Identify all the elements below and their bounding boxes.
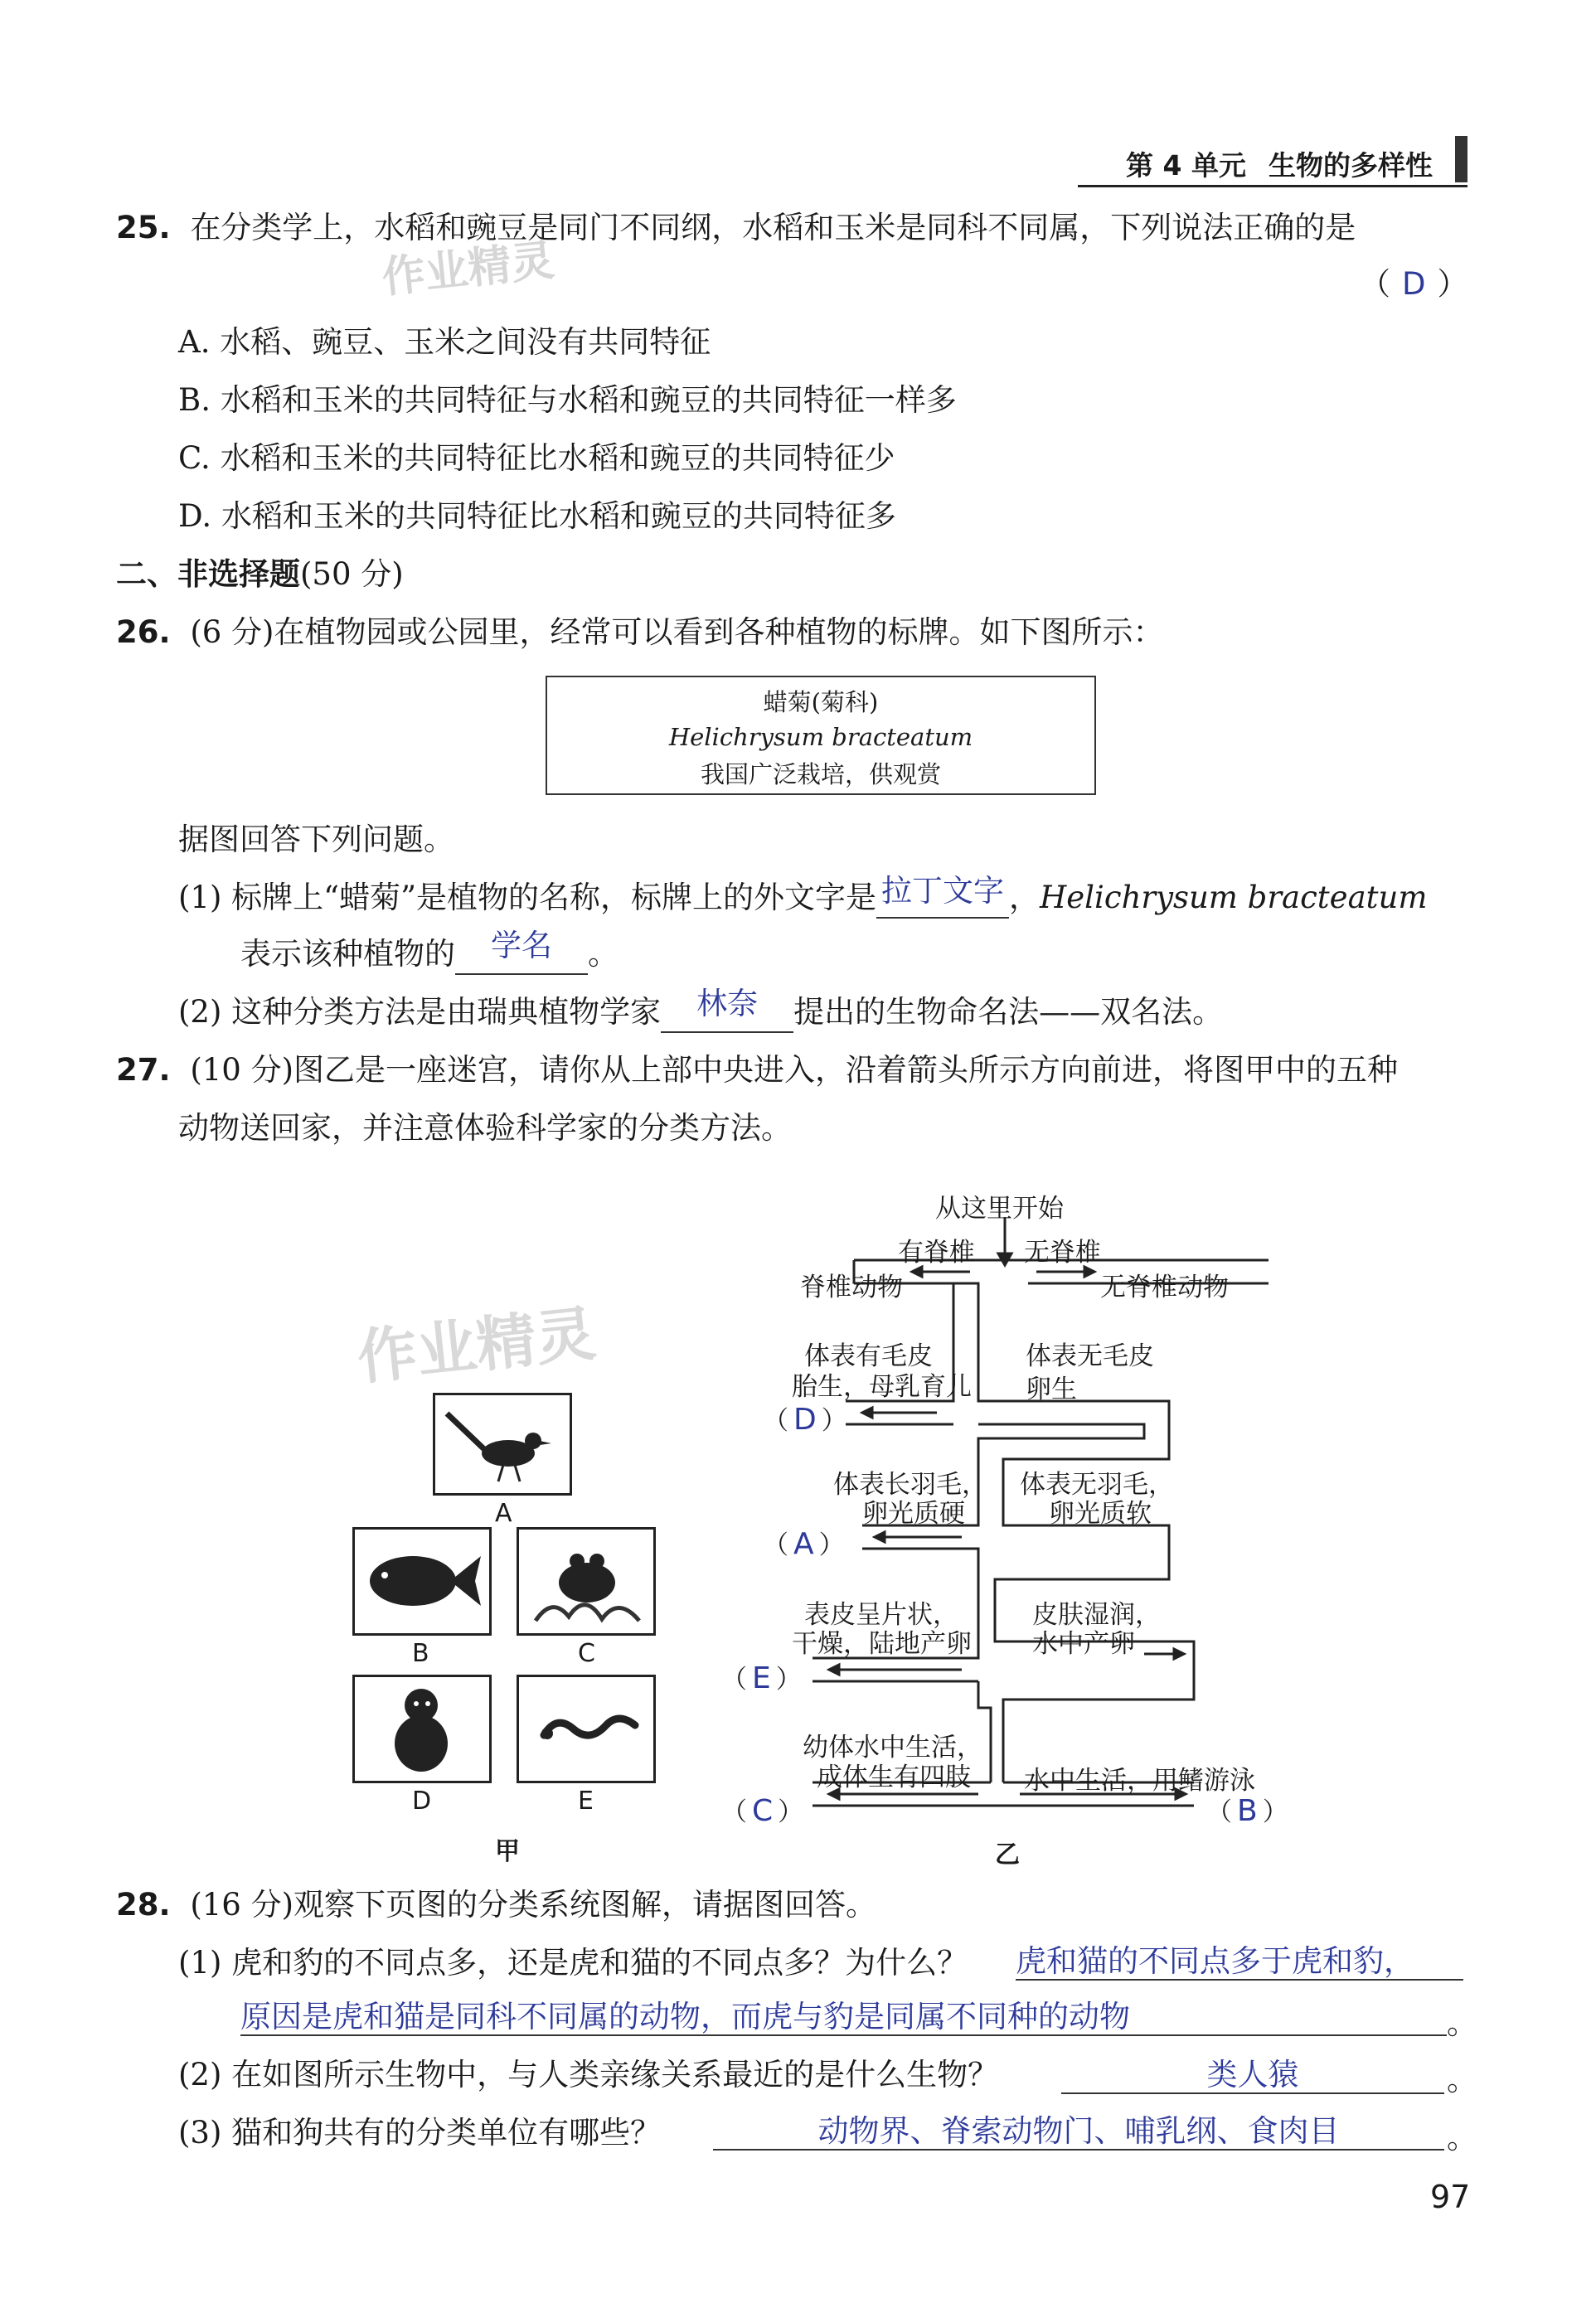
- q28-part1-answer-line1: [1016, 1936, 1463, 1981]
- paren-open: （: [1360, 266, 1390, 302]
- q26-intro: 据图回答下列问题。: [178, 822, 454, 857]
- header-unit: 第 4 单元: [1126, 149, 1246, 182]
- animal-label-e: E: [578, 1787, 594, 1816]
- q26-p1-comma: ，: [1009, 880, 1041, 915]
- q27-number: 27.: [116, 1052, 171, 1088]
- paren-close: ）: [1437, 266, 1468, 302]
- paren-close: ）: [821, 1406, 847, 1436]
- maze-invertebrate-animal: 无脊椎动物: [1100, 1273, 1229, 1302]
- q28-p1-answer2: 原因是虎和猫是同科不同属的动物，而虎与豹是同属不同种的动物: [240, 1999, 1130, 2034]
- paren-open: （: [763, 1530, 788, 1560]
- paren-close: ）: [778, 1797, 804, 1827]
- q26-p2-text2: 提出的生物命名法——双名法。: [793, 994, 1224, 1030]
- maze-scale-1: 表皮呈片状，: [804, 1600, 958, 1630]
- animal-label-b: B: [412, 1639, 429, 1668]
- q26-number: 26.: [116, 614, 171, 650]
- maze-answer-bird: [763, 1524, 845, 1561]
- q25-option: A. 水稻、豌豆、玉米之间没有共同特征: [178, 324, 711, 360]
- paren-open: （: [721, 1665, 747, 1695]
- maze-nofeather-1: 体表无羽毛，: [1020, 1470, 1174, 1500]
- q26-p1-text: (1) 标牌上“蜡菊”是植物的名称，标牌上的外文字是: [178, 880, 877, 915]
- maze-amphibian-2: 成体生有四肢: [817, 1763, 971, 1792]
- watermark: 作业精灵: [354, 1298, 599, 1393]
- q26-p2-answer: 林奈: [696, 986, 759, 1021]
- maze-answer-reptile-value: E: [752, 1661, 771, 1695]
- paren-open: （: [721, 1797, 747, 1827]
- paren-close: ）: [1262, 1797, 1288, 1827]
- q26-p1-answer: 拉丁文字: [881, 873, 1005, 909]
- header-title: 生物的多样性: [1269, 149, 1433, 182]
- maze-answer-fish-value: B: [1237, 1794, 1258, 1828]
- sign-name: 蜡菊(菊科): [763, 688, 879, 716]
- sign-note: 我国广泛栽培，供观赏: [700, 760, 941, 788]
- maze-answer-mammal-value: D: [793, 1403, 817, 1437]
- q26-p2-text: (2) 这种分类方法是由瑞典植物学家: [178, 994, 662, 1030]
- q25-answer: D: [1402, 266, 1426, 302]
- q28-part3-question: (3) 猫和狗共有的分类单位有哪些？: [178, 2115, 662, 2151]
- sign-latin: Helichrysum bracteatum: [668, 723, 973, 751]
- q28-part2-question: (2) 在如图所示生物中，与人类亲缘关系最近的是什么生物？: [178, 2057, 999, 2092]
- q28-stem: (16 分)观察下页图的分类系统图解，请据图回答。: [190, 1887, 877, 1923]
- paren-open: （: [763, 1406, 788, 1436]
- q26-p1-latin: Helichrysum bracteatum: [1040, 880, 1428, 915]
- q26-p1-answer2: 学名: [491, 928, 552, 963]
- q28-part2-answer-line: [1061, 2049, 1444, 2094]
- paren-close: ）: [818, 1530, 845, 1560]
- maze-scale-2: 干燥，陆地产卵: [792, 1629, 972, 1659]
- animal-label-d: D: [412, 1787, 432, 1816]
- q28-part1-answer-line2: [240, 1991, 1447, 2036]
- figure-label-jia: 甲: [495, 1837, 520, 1866]
- maze-start: 从这里开始: [935, 1194, 1064, 1224]
- q25-option: D. 水稻和玉米的共同特征比水稻和豌豆的共同特征多: [178, 498, 896, 534]
- q25-number: 25.: [116, 210, 171, 245]
- section-score: (50 分): [300, 556, 404, 592]
- period: 。: [1447, 2005, 1477, 2041]
- period: 。: [1447, 2120, 1477, 2155]
- page-number: 97: [1430, 2179, 1471, 2215]
- q28-p2-answer: 类人猿: [1206, 2057, 1299, 2092]
- maze-answer-amphibian: [721, 1791, 803, 1828]
- q27-stem1: (10 分)图乙是一座迷宫，请你从上部中央进入，沿着箭头所示方向前进，将图甲中的五种: [190, 1052, 1399, 1088]
- maze-feather-1: 体表长羽毛，: [833, 1470, 987, 1500]
- q28-p3-answer: 动物界、脊索动物门、哺乳纲、食肉目: [817, 2113, 1340, 2149]
- maze-nofeather-2: 卵光质软: [1049, 1499, 1152, 1529]
- q25-option: C. 水稻和玉米的共同特征比水稻和豌豆的共同特征少: [178, 440, 895, 476]
- maze-nofur-1: 体表无毛皮: [1026, 1341, 1154, 1371]
- maze-feather-2: 卵光质硬: [862, 1499, 965, 1529]
- q28-number: 28.: [116, 1887, 171, 1923]
- q28-part3-answer-line: [713, 2106, 1444, 2151]
- maze-vertebrate-animal: 脊椎动物: [800, 1273, 903, 1302]
- q26-p1-text2: 表示该种植物的: [240, 936, 455, 972]
- maze-fur-1: 体表有毛皮: [804, 1341, 933, 1371]
- watermark: 作业精灵: [380, 235, 557, 303]
- period: 。: [588, 936, 619, 972]
- maze-fur-2: 胎生，母乳育儿: [792, 1372, 972, 1402]
- animal-label-c: C: [578, 1639, 595, 1668]
- paren-open: （: [1206, 1797, 1232, 1827]
- q26-stem: (6 分)在植物园或公园里，经常可以看到各种植物的标牌。如下图所示：: [190, 614, 1164, 650]
- maze-answer-amphibian-value: C: [752, 1794, 774, 1828]
- maze-fish: 水中生活，用鳍游泳: [1024, 1766, 1255, 1796]
- period: 。: [1447, 2062, 1477, 2097]
- q28-part1-question: (1) 虎和豹的不同点多，还是虎和猫的不同点多？为什么？: [178, 1945, 968, 1981]
- q28-stem-line: [116, 1886, 876, 1924]
- maze-amphibian-1: 幼体水中生活，: [803, 1733, 982, 1763]
- q25-option: B. 水稻和玉米的共同特征与水稻和豌豆的共同特征一样多: [178, 382, 957, 418]
- maze-vertebrate: 有脊椎: [898, 1238, 975, 1268]
- maze-answer-fish: [1206, 1791, 1288, 1828]
- maze-answer-mammal: [763, 1399, 847, 1437]
- maze-moist-2: 水中产卵: [1032, 1629, 1135, 1659]
- paren-close: ）: [775, 1665, 802, 1695]
- q27-stem-line2: 动物送回家，并注意体验科学家的分类方法。: [178, 1110, 792, 1146]
- maze-invertebrate: 无脊椎: [1024, 1238, 1101, 1268]
- maze-moist-1: 皮肤湿润，: [1032, 1600, 1161, 1630]
- maze-answer-reptile: [721, 1658, 802, 1695]
- section-title: 二、非选择题: [116, 556, 300, 592]
- q25-stem: 在分类学上，水稻和豌豆是同门不同纲，水稻和玉米是同科不同属，下列说法正确的是: [190, 210, 1356, 245]
- maze-nofur-2: 卵生: [1026, 1375, 1077, 1404]
- maze-answer-bird-value: A: [793, 1527, 814, 1561]
- animal-label-a: A: [495, 1499, 512, 1528]
- figure-label-yi: 乙: [995, 1840, 1020, 1869]
- q28-p1-answer1: 虎和猫的不同点多于虎和豹，: [1016, 1943, 1414, 1979]
